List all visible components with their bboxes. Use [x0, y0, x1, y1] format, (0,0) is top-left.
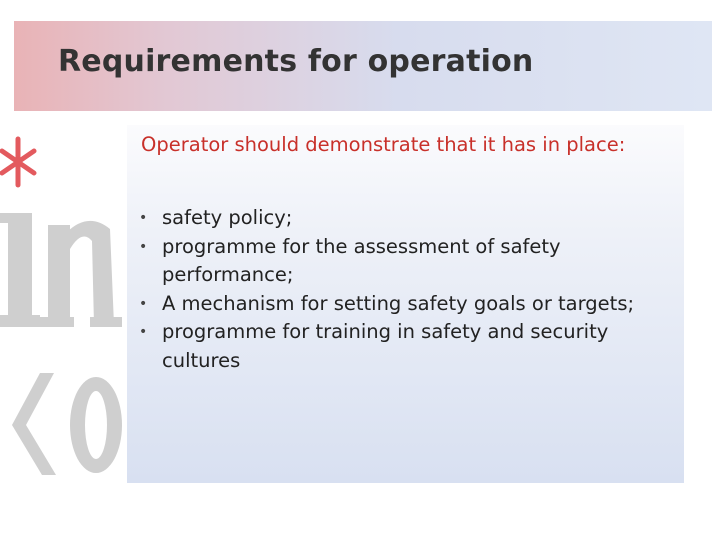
bullet-icon: • — [139, 324, 148, 340]
list-item — [137, 318, 682, 375]
slide-title: Requirements for operation — [58, 44, 534, 79]
logo-asterisk — [2, 139, 34, 185]
bullet-list — [137, 204, 682, 375]
list-item — [137, 204, 682, 233]
bullet-text: programme for the assessment of safety performance; — [162, 234, 561, 286]
list-item — [137, 233, 682, 290]
bullet-icon: • — [139, 210, 148, 226]
bullet-icon: • — [139, 238, 148, 255]
bullet-text: programme for training in safety and security cultures — [162, 320, 609, 372]
bullet-text: A mechanism for setting safety goals or targets; — [162, 291, 635, 315]
bullet-text: safety policy; — [162, 206, 293, 229]
intro-text: Operator should demonstrate that it has in place: — [141, 133, 626, 156]
bullet-icon: • — [139, 295, 148, 312]
inko-logo-icon — [0, 125, 130, 485]
list-item — [137, 290, 682, 319]
